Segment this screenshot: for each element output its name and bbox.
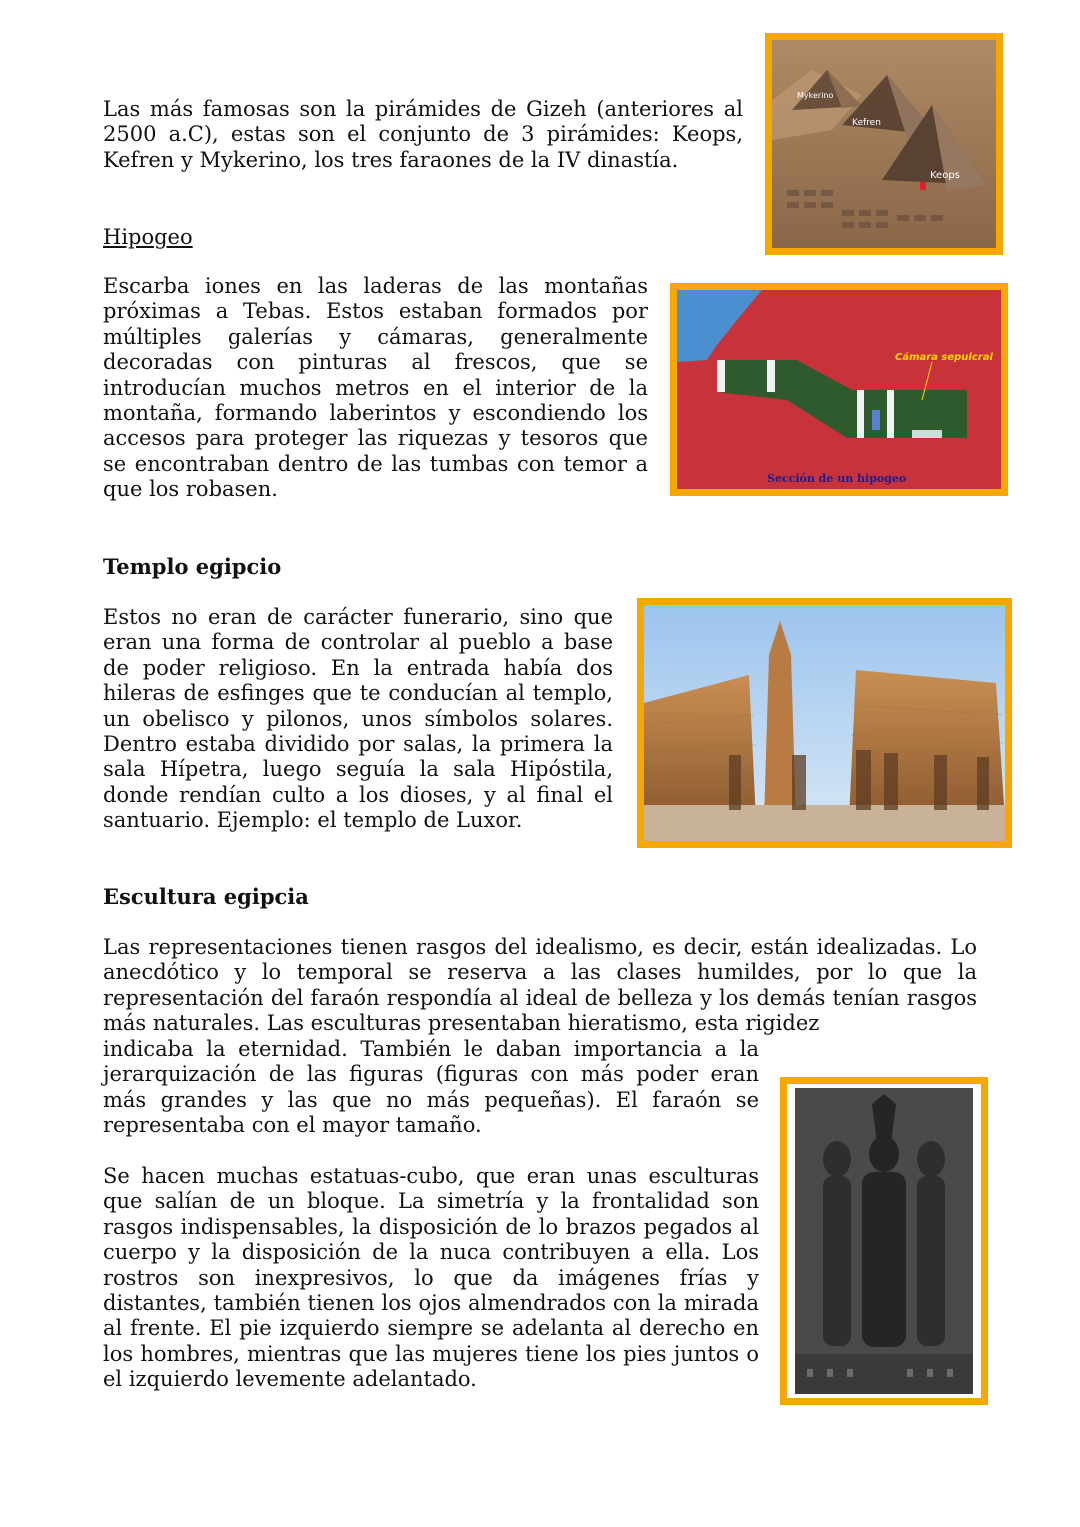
pyramid-label-kefren: Kefren	[852, 118, 881, 128]
temple-heading: Templo egipcio	[103, 554, 282, 579]
luxor-temple-image	[637, 598, 1012, 848]
pyramid-label-keops: Keops	[930, 170, 960, 181]
hipogeo-paragraph: Escarba iones en las laderas de las montañas próximas a Tebas. Estos estaban formados por múltiples galerías y cámaras, generalmente decoradas con pinturas al frescos, que se introducían muchos metros en el interior de la montaña, formando laberintos y escondiendo los accesos para proteger las riquezas y tesoros que se encontraban dentro de las tumbas con temor a que los robasen.	[103, 274, 648, 502]
sculpture-paragraph-narrow: indicaba la eternidad. También le daban importancia a la jerarquización de las figuras (figuras con más poder eran más grandes y las que no más pequeñas). El faraón se representaba con el mayor tamaño.	[103, 1037, 759, 1138]
menkaure-triad-image	[780, 1077, 988, 1405]
pyramid-label-mykerino: Mykerino	[797, 91, 834, 100]
temple-paragraph: Estos no eran de carácter funerario, sino que eran una forma de controlar al pueblo a base de poder religioso. En la entrada había dos hileras de esfinges que te conducían al templo, un obelisco y pilonos, unos símbolos solares. Dentro estaba dividido por salas, la primera la sala Hípetra, luego seguía la sala Hipóstila, donde rendían culto a los dioses, y al final el santuario. Ejemplo: el templo de Luxor.	[103, 605, 613, 833]
sculpture-heading: Escultura egipcia	[103, 884, 309, 909]
sculpture-paragraph-2: Se hacen muchas estatuas-cubo, que eran unas esculturas que salían de un bloque. La simetría y la frontalidad son rasgos indispensables, la disposición de lo brazos pegados al cuerpo y la disposición de la nuca contribuyen a ella. Los rostros son inexpresivos, lo que da imágenes frías y distantes, también tienen los ojos almendrados con la mirada al frente. El pie izquierdo siempre se adelanta al derecho en los hombres, mientras que las mujeres tiene los pies juntos o el izquierdo levemente adelantado.	[103, 1164, 759, 1392]
hypogeum-section-image	[670, 283, 1008, 496]
giza-pyramids-image	[765, 33, 1003, 255]
hipogeo-heading: Hipogeo	[103, 225, 193, 249]
sculpture-paragraph-wide: Las representaciones tienen rasgos del idealismo, es decir, están idealizadas. Lo anecdótico y lo temporal se reserva a las clases humildes, por lo que la representación del faraón respondía al ideal de belleza y los demás tenían rasgos más naturales. Las esculturas presentaban hieratismo, esta rigidez	[103, 935, 977, 1036]
chamber-label: Cámara sepulcral	[895, 352, 993, 363]
pyramids-paragraph: Las más famosas son la pirámides de Gizeh (anteriores al 2500 a.C), estas son el conjunto de 3 pirámides: Keops, Kefren y Mykerino, los tres faraones de la IV dinastía.	[103, 97, 743, 172]
hypogeum-caption: Sección de un hipogeo	[767, 472, 907, 485]
